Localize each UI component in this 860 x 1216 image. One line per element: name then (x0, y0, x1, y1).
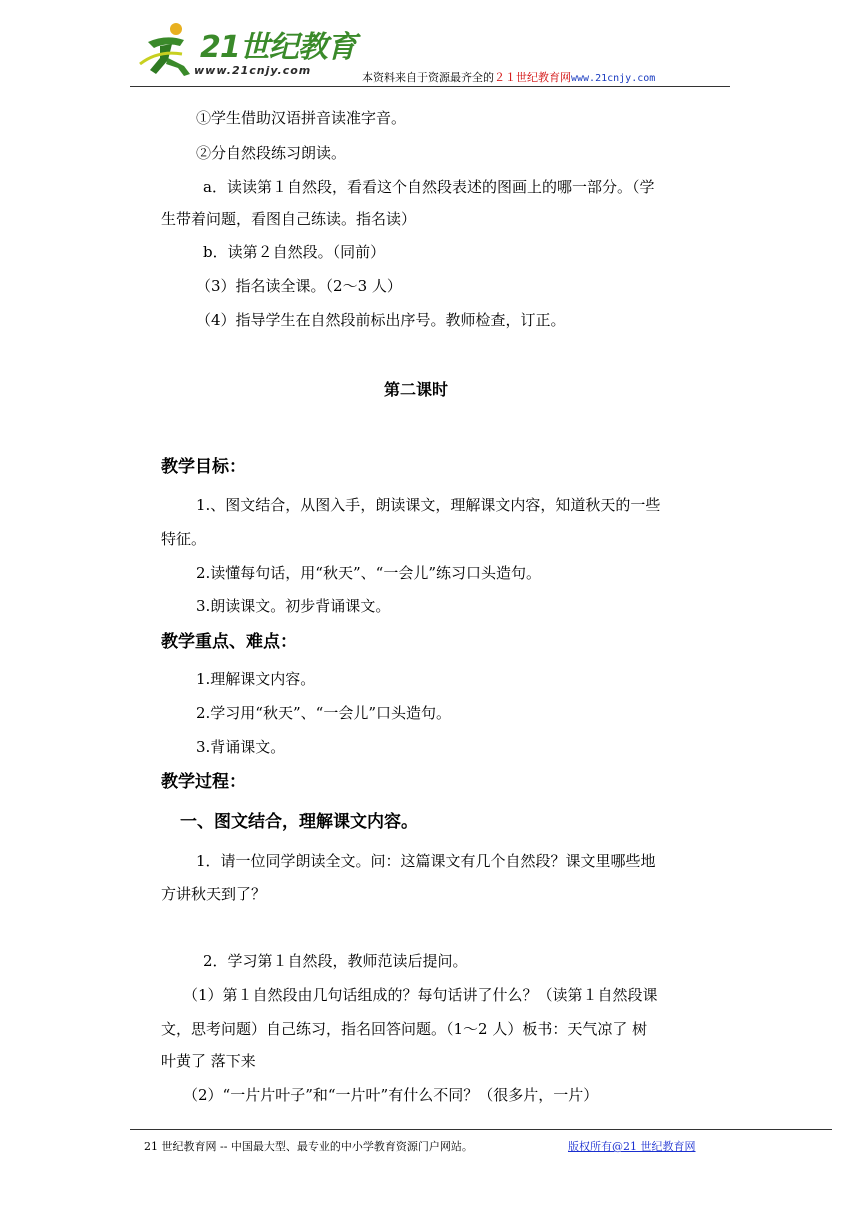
text-line: 2.学习用“秋天”、“一会儿”口头造句。 (196, 704, 451, 722)
text-line: 1.、图文结合，从图入手，朗读课文，理解课文内容，知道秋天的一些 (196, 496, 661, 514)
text-line: ②分自然段练习朗读。 (196, 144, 347, 162)
header-divider (130, 86, 730, 87)
text-line: 叶黄了 落下来 (161, 1052, 256, 1070)
site-logo[interactable] (138, 20, 356, 82)
text-line: 方讲秋天到了？ (161, 885, 267, 903)
text-line: 1.理解课文内容。 (196, 670, 316, 688)
text-line: 3.背诵课文。 (196, 738, 286, 756)
logo-text: 21世纪教育 (200, 30, 356, 65)
footer-text: 21 世纪教育网 -- 中国最大型、最专业的中小学教育资源门户网站。 (144, 1140, 473, 1153)
runner-icon (138, 20, 200, 78)
header-note-prefix: 本资料来自于资源最齐全的 (362, 71, 494, 84)
text-line: 特征。 (161, 530, 207, 548)
text-line: 文，思考问题）自己练习，指名回答问题。（1～2 人）板书：天气凉了 树 (161, 1020, 648, 1038)
header-note-link[interactable]: www.21cnjy.com (571, 73, 656, 84)
text-line: b．读第２自然段。（同前） (203, 243, 386, 261)
text-line: ①学生借助汉语拼音读准字音。 (196, 109, 407, 127)
footer-divider (130, 1129, 832, 1130)
section-title: 第二课时 (384, 380, 449, 399)
page-header (0, 0, 860, 90)
text-line: （4）指导学生在自然段前标出序号。教师检查，订正。 (196, 311, 566, 329)
text-line: 1．请一位同学朗读全文。问：这篇课文有几个自然段？课文里哪些地 (196, 852, 656, 870)
heading-process: 教学过程： (161, 772, 246, 792)
text-line: （3）指名读全课。（2～3 人） (196, 277, 402, 295)
text-line: （1）第１自然段由几句话组成的？每句话讲了什么？（读第１自然段课 (183, 986, 658, 1004)
text-line: a．读读第１自然段，看看这个自然段表述的图画上的哪一部分。（学 (203, 178, 655, 196)
heading-goals: 教学目标： (161, 457, 246, 477)
text-line: 生带着问题，看图自己练读。指名读） (161, 210, 417, 228)
logo-url: www.21cnjy.com (194, 64, 312, 77)
subheading: 一、图文结合，理解课文内容。 (180, 812, 418, 832)
text-line: 2．学习第１自然段，教师范读后提问。 (203, 952, 468, 970)
header-note (362, 69, 655, 85)
text-line: 2.读懂每句话，用“秋天”、“一会儿”练习口头造句。 (196, 564, 541, 582)
footer-copyright-link[interactable]: 版权所有@21 世纪教育网 (568, 1140, 696, 1153)
text-line: 3.朗读课文。初步背诵课文。 (196, 597, 391, 615)
text-line: （2）“一片片叶子”和“一片叶”有什么不同？（很多片，一片） (183, 1086, 599, 1104)
header-note-site: ２１世纪教育网 (494, 71, 571, 84)
heading-key-points: 教学重点、难点： (161, 632, 297, 652)
